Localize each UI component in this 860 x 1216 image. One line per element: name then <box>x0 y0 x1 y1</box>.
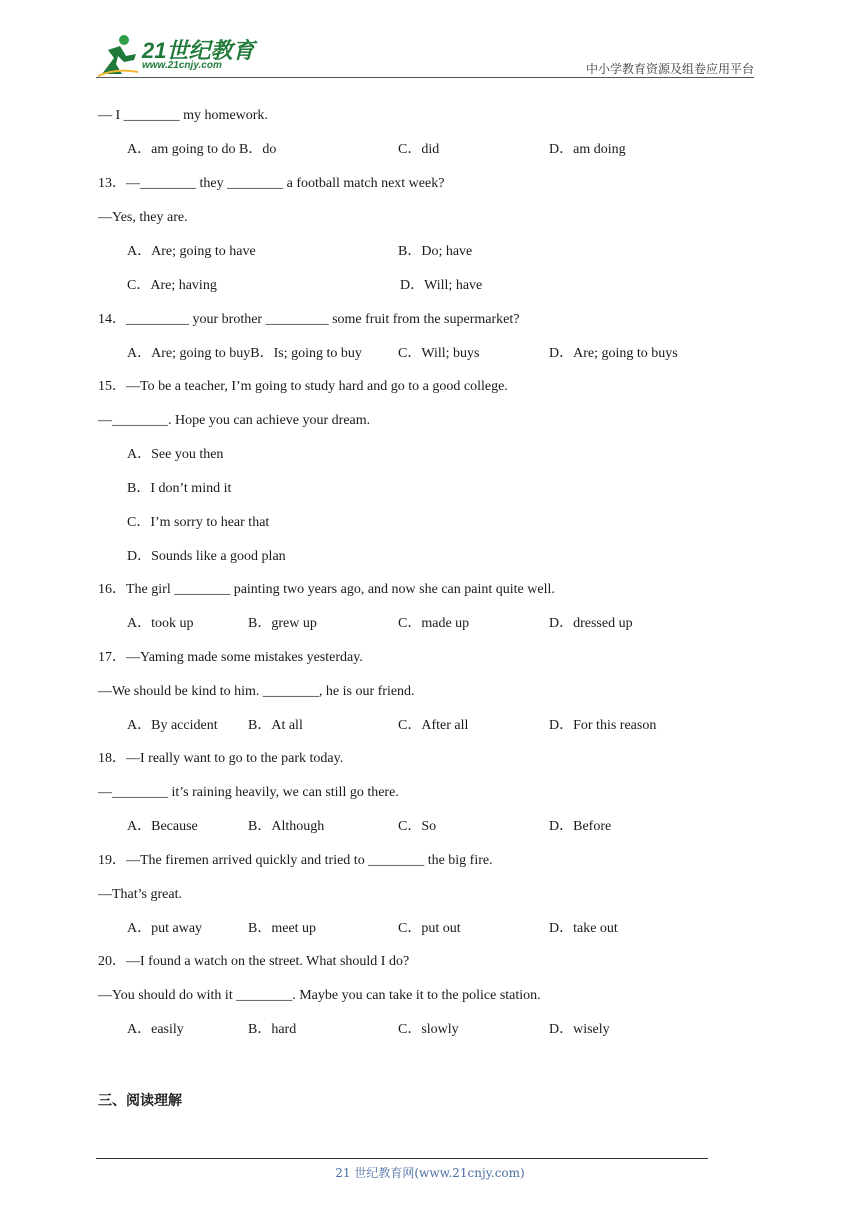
option: B．hard <box>248 1022 297 1037</box>
option: C．put out <box>398 921 461 936</box>
question-line: 18．—I really want to go to the park today. <box>98 751 344 766</box>
option: A．Are; going to have <box>127 244 256 259</box>
question-line: 16．The girl ________ painting two years ago, and now she can paint quite well. <box>98 582 555 597</box>
option: A．put away <box>127 921 203 936</box>
footer-link[interactable]: 21 世纪教育网(www.21cnjy.com) <box>335 1166 525 1180</box>
option: C．did <box>398 142 440 157</box>
question-line: 15．—To be a teacher, I’m going to study hard and go to a good college. <box>98 379 508 394</box>
option: D．Are; going to buys <box>549 346 678 361</box>
footer-divider <box>96 1158 708 1159</box>
option: C．slowly <box>398 1022 459 1037</box>
option: D．wisely <box>549 1022 610 1037</box>
option: C．Are; having <box>127 278 217 293</box>
option: A．Because <box>127 819 198 834</box>
header-platform-text: 中小学教育资源及组卷应用平台 <box>585 62 754 76</box>
question-line: 20．—I found a watch on the street. What should I do? <box>98 954 410 969</box>
option: B．Although <box>248 819 325 834</box>
option: D．am doing <box>549 142 626 157</box>
option: A．easily <box>127 1022 184 1037</box>
option: A．took up <box>127 616 194 631</box>
option: B．meet up <box>248 921 317 936</box>
logo-url: www.21cnjy.com <box>142 60 222 71</box>
question-line: — I ________ my homework. <box>98 108 268 123</box>
option: A．See you then <box>127 447 224 462</box>
site-logo <box>96 34 266 78</box>
option: D．take out <box>549 921 618 936</box>
option: D．dressed up <box>549 616 633 631</box>
page-header <box>0 0 860 80</box>
question-line: —________. Hope you can achieve your dream. <box>98 413 371 428</box>
option: B．I don’t mind it <box>127 481 232 496</box>
option: D．Sounds like a good plan <box>127 549 286 564</box>
option: B．Do; have <box>398 244 473 259</box>
option: A．am going to do B．do <box>127 142 277 157</box>
option: D．Will; have <box>400 278 483 293</box>
option: C．After all <box>398 718 469 733</box>
question-line: —You should do with it ________. Maybe you can take it to the police station. <box>98 988 541 1003</box>
option: C．So <box>398 819 437 834</box>
question-line: 19．—The firemen arrived quickly and tried to ________ the big fire. <box>98 853 493 868</box>
option: C．made up <box>398 616 470 631</box>
question-line: —Yes, they are. <box>98 210 188 225</box>
question-line: 13．—________ they ________ a football match next week? <box>98 176 445 191</box>
option: D．Before <box>549 819 612 834</box>
option: C．Will; buys <box>398 346 480 361</box>
question-line: —________ it’s raining heavily, we can still go there. <box>98 785 399 800</box>
runner-logo-icon <box>96 34 140 78</box>
question-line: —That’s great. <box>98 887 182 902</box>
option: D．For this reason <box>549 718 657 733</box>
section-title: 三、阅读理解 <box>98 1093 182 1109</box>
option: A．By accident <box>127 718 218 733</box>
option: C．I’m sorry to hear that <box>127 515 270 530</box>
option: B．At all <box>248 718 303 733</box>
option: B．grew up <box>248 616 317 631</box>
logo-text: 21世纪教育 <box>142 38 255 63</box>
option: A．Are; going to buyB．Is; going to buy <box>127 346 362 361</box>
header-divider <box>96 77 754 78</box>
question-line: —We should be kind to him. ________, he is our friend. <box>98 684 415 699</box>
question-line: 17．—Yaming made some mistakes yesterday. <box>98 650 363 665</box>
question-line: 14．_________ your brother _________ some fruit from the supermarket? <box>98 312 520 327</box>
